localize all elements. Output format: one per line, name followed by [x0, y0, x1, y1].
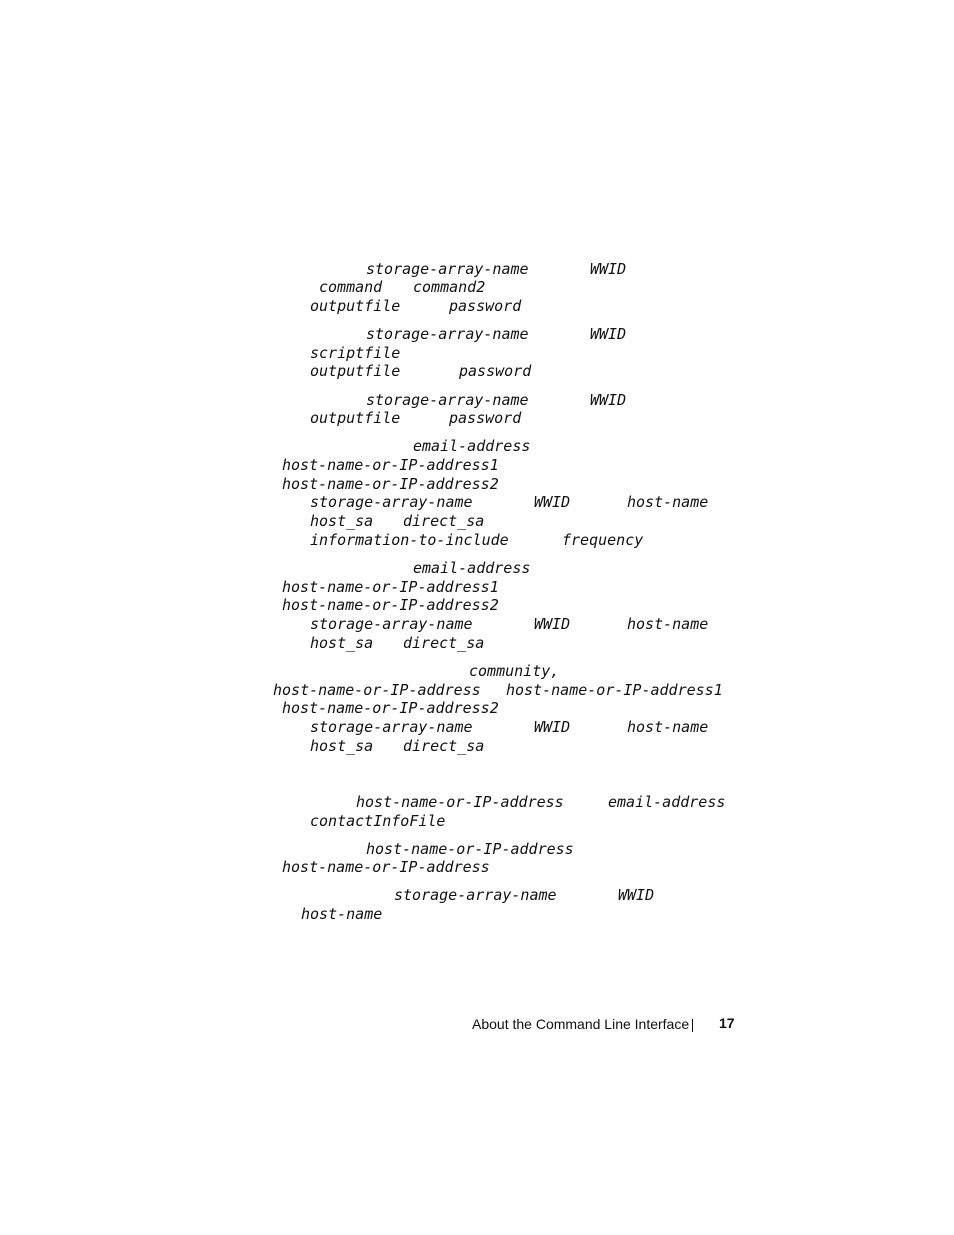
- footer-separator: [692, 1019, 693, 1032]
- syntax-token: WWID: [534, 718, 571, 736]
- syntax-token: frequency: [562, 531, 644, 549]
- syntax-token: host-name-or-IP-address: [356, 793, 564, 811]
- syntax-token: community,: [469, 662, 560, 680]
- syntax-token: host-name-or-IP-address1: [282, 456, 499, 474]
- syntax-token: storage-array-name: [310, 718, 473, 736]
- syntax-token: host_sa: [310, 512, 374, 530]
- syntax-token: host-name-or-IP-address2: [282, 699, 499, 717]
- syntax-token: WWID: [618, 886, 655, 904]
- syntax-token: host-name-or-IP-address1: [282, 578, 499, 596]
- syntax-token: direct_sa: [403, 634, 485, 652]
- footer-chapter-title: About the Command Line Interface: [472, 1016, 690, 1032]
- syntax-token: email-address: [608, 793, 726, 811]
- syntax-token: outputfile: [310, 409, 401, 427]
- syntax-token: storage-array-name: [366, 260, 529, 278]
- syntax-token: host-name-or-IP-address: [273, 681, 481, 699]
- syntax-token: storage-array-name: [310, 615, 473, 633]
- syntax-token: scriptfile: [310, 344, 401, 362]
- syntax-token: host-name-or-IP-address: [282, 858, 490, 876]
- syntax-token: host-name: [627, 615, 709, 633]
- syntax-token: command2: [413, 278, 486, 296]
- syntax-token: information-to-include: [310, 531, 509, 549]
- syntax-token: host-name: [301, 905, 383, 923]
- syntax-token: WWID: [534, 615, 571, 633]
- syntax-token: host-name: [627, 718, 709, 736]
- syntax-token: outputfile: [310, 297, 401, 315]
- syntax-token: password: [449, 409, 522, 427]
- syntax-token: password: [459, 362, 532, 380]
- syntax-token: password: [449, 297, 522, 315]
- syntax-token: host-name-or-IP-address1: [506, 681, 723, 699]
- syntax-token: command: [319, 278, 383, 296]
- syntax-token: contactInfoFile: [310, 812, 446, 830]
- syntax-token: email-address: [413, 437, 531, 455]
- syntax-token: host_sa: [310, 737, 374, 755]
- syntax-token: storage-array-name: [366, 325, 529, 343]
- syntax-token: host-name-or-IP-address2: [282, 475, 499, 493]
- syntax-token: direct_sa: [403, 737, 485, 755]
- syntax-token: WWID: [590, 260, 627, 278]
- syntax-token: WWID: [590, 391, 627, 409]
- syntax-token: WWID: [590, 325, 627, 343]
- syntax-token: host-name-or-IP-address: [366, 840, 574, 858]
- syntax-token: host-name-or-IP-address2: [282, 596, 499, 614]
- syntax-token: host-name: [627, 493, 709, 511]
- syntax-token: storage-array-name: [394, 886, 557, 904]
- page-number: 17: [719, 1015, 735, 1031]
- syntax-token: email-address: [413, 559, 531, 577]
- syntax-token: host_sa: [310, 634, 374, 652]
- syntax-token: direct_sa: [403, 512, 485, 530]
- syntax-token: storage-array-name: [310, 493, 473, 511]
- syntax-token: WWID: [534, 493, 571, 511]
- syntax-token: outputfile: [310, 362, 401, 380]
- syntax-token: storage-array-name: [366, 391, 529, 409]
